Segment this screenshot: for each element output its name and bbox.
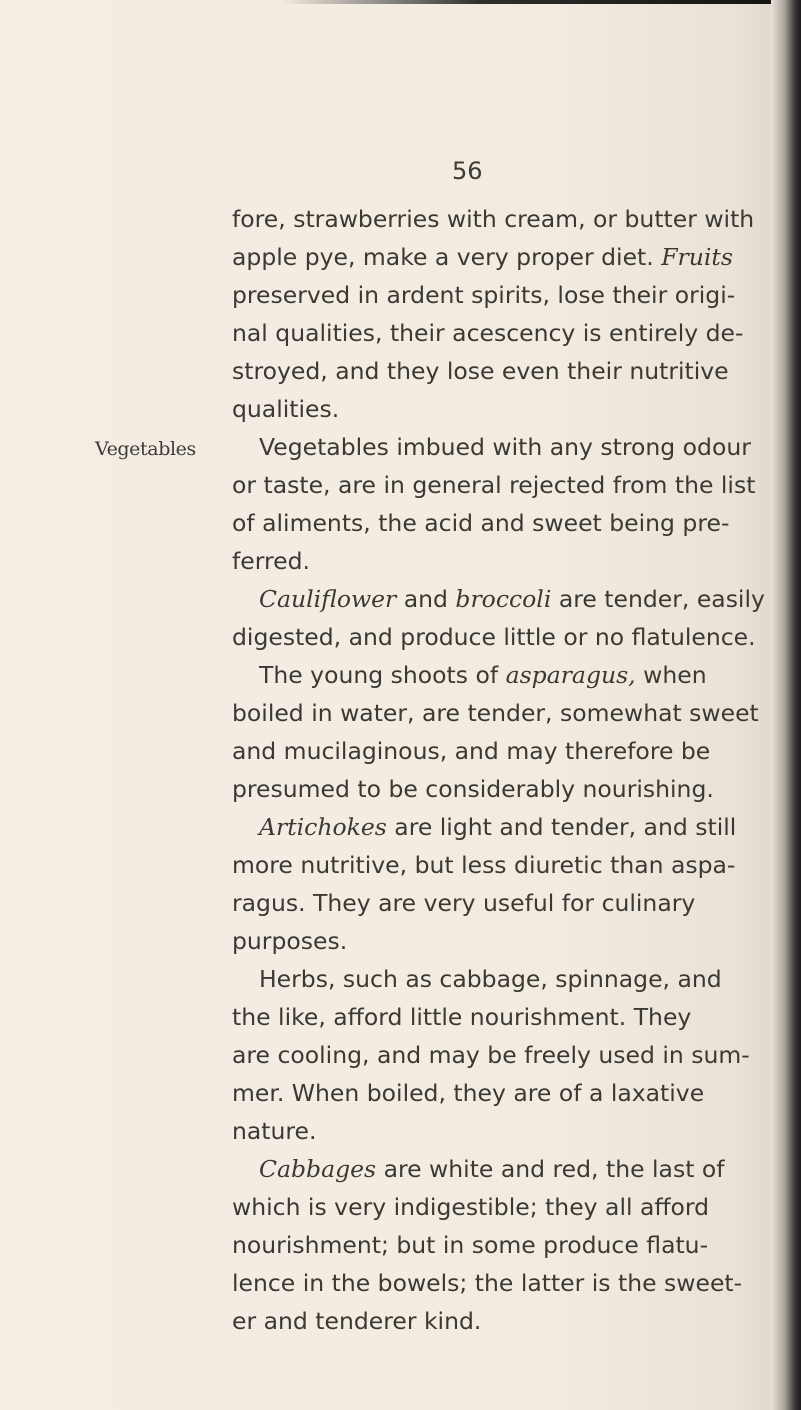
text-line [232, 960, 762, 998]
text-run: boiled in water, are tender, somewhat sweet [232, 699, 759, 727]
text-run: which is very indigestible; they all afford [232, 1193, 710, 1221]
text-line [232, 390, 762, 428]
text-run: ragus. They are very useful for culinary [232, 889, 696, 917]
text-line [232, 808, 762, 846]
text-line [232, 1226, 762, 1264]
text-run: ferred. [232, 547, 310, 575]
text-run: Vegetables imbued with any strong odour [259, 433, 751, 461]
text-line [232, 1112, 762, 1150]
text-line [232, 656, 762, 694]
text-line [232, 428, 762, 466]
text-line [232, 770, 762, 808]
text-line [232, 276, 762, 314]
text-run: Herbs, such as cabbage, spinnage, and [259, 965, 722, 993]
page-number: 56 [452, 157, 483, 185]
text-run: and mucilaginous, and may therefore be [232, 737, 711, 765]
text-line [232, 694, 762, 732]
text-line [232, 732, 762, 770]
text-run: er and tenderer kind. [232, 1307, 482, 1335]
text-run: nature. [232, 1117, 317, 1145]
margin-note: Vegetables [95, 438, 196, 460]
body-text [232, 200, 765, 1340]
text-line [232, 618, 762, 656]
text-line [232, 1150, 762, 1188]
text-run: fore, strawberries with cream, or butter with [232, 205, 755, 233]
text-line [232, 504, 762, 542]
italic-term: Cauliflower [259, 585, 397, 613]
text-run: of aliments, the acid and sweet being pre- [232, 509, 730, 537]
text-line [232, 922, 762, 960]
text-run: are light and tender, and still [386, 813, 737, 841]
text-line [232, 1074, 762, 1112]
text-line [232, 1188, 762, 1226]
text-run: apple pye, make a very proper diet. [232, 243, 662, 271]
text-line [232, 200, 762, 238]
text-run: nal qualities, their acescency is entirely de- [232, 319, 744, 347]
page-top-shadow [0, 0, 801, 4]
text-line [232, 542, 762, 580]
text-run: qualities. [232, 395, 340, 423]
text-run: the like, afford little nourishment. They [232, 1003, 692, 1031]
text-run: are tender, easily [551, 585, 765, 613]
text-line [232, 1036, 762, 1074]
text-line [232, 998, 762, 1036]
italic-term: Cabbages [259, 1155, 377, 1183]
italic-term: asparagus, [505, 661, 636, 689]
text-run: digested, and produce little or no flatulence. [232, 623, 756, 651]
text-line [232, 238, 762, 276]
text-run: stroyed, and they lose even their nutritive [232, 357, 729, 385]
text-run: or taste, are in general rejected from the list [232, 471, 756, 499]
text-line [232, 352, 762, 390]
text-line [232, 884, 762, 922]
text-run: when [635, 661, 707, 689]
text-run: lence in the bowels; the latter is the sweet- [232, 1269, 743, 1297]
text-line [232, 580, 765, 618]
italic-term: Fruits [661, 243, 733, 271]
text-run: presumed to be considerably nourishing. [232, 775, 714, 803]
italic-term: Artichokes [259, 813, 387, 841]
text-run: are cooling, and may be freely used in sum- [232, 1041, 750, 1069]
text-run: and [396, 585, 456, 613]
text-run: The young shoots of [259, 661, 506, 689]
text-line [232, 314, 762, 352]
italic-term: broccoli [455, 585, 552, 613]
text-run: are white and red, the last of [376, 1155, 725, 1183]
text-line [232, 1264, 762, 1302]
text-run: mer. When boiled, they are of a laxative [232, 1079, 705, 1107]
text-line [232, 1302, 762, 1340]
text-run: more nutritive, but less diuretic than aspa- [232, 851, 736, 879]
text-run: purposes. [232, 927, 348, 955]
text-run: nourishment; but in some produce flatu- [232, 1231, 709, 1259]
text-run: preserved in ardent spirits, lose their origi- [232, 281, 736, 309]
page-binding-edge [771, 0, 801, 1410]
text-line [232, 846, 762, 884]
text-line [232, 466, 762, 504]
